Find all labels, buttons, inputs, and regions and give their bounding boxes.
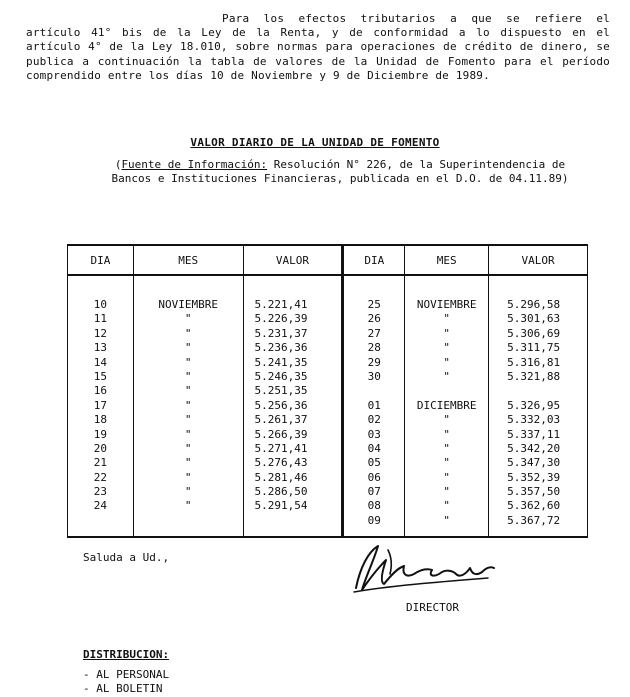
cell-dia: 16 — [93, 384, 108, 398]
cell-dia: 03 — [367, 427, 381, 441]
header-mes: MES — [405, 245, 489, 275]
cell-mes: " — [443, 499, 450, 513]
cell-mes: " — [184, 499, 192, 513]
cell-dia: 20 — [93, 441, 108, 455]
header-dia: DIA — [68, 245, 134, 275]
cell-mes: " — [184, 384, 192, 398]
cell-dia: 14 — [93, 355, 108, 369]
cell-valor: 5.266,39 — [254, 427, 308, 441]
cell-mes: " — [184, 326, 192, 340]
cell-mes: " — [443, 470, 450, 484]
left-mes-column — [133, 275, 243, 537]
cell-valor: 5.251,35 — [254, 384, 308, 398]
source-text: Resolución N° 226, de la Superintendencia de Bancos e Instituciones Financieras, publicada en el D.O. de 04.11.89) — [111, 158, 569, 185]
cell-valor — [489, 384, 587, 398]
signature-image — [348, 538, 498, 598]
distribution-list — [83, 668, 169, 696]
cell-dia: 26 — [367, 312, 381, 326]
cell-mes: " — [184, 312, 192, 326]
cell-valor: 5.256,36 — [254, 398, 308, 412]
cell-valor: 5.296,58 — [507, 298, 561, 311]
header-dia: DIA — [343, 245, 405, 275]
cell-valor: 5.286,50 — [254, 485, 308, 499]
cell-dia: 29 — [367, 355, 381, 369]
cell-mes: NOVIEMBRE — [158, 298, 218, 311]
cell-mes: " — [443, 441, 450, 455]
cell-valor: 5.342,20 — [507, 441, 561, 455]
cell-dia: 13 — [93, 341, 108, 355]
source-note: (Fuente de Información: Resolución N° 226, de la Superintendencia de Bancos e Instituciones Financieras, publicada en el D.O. de 04.11.89) — [111, 158, 569, 185]
cell-mes: " — [443, 341, 450, 355]
cell-valor: 5.301,63 — [507, 312, 561, 326]
cell-dia: 01 — [367, 398, 381, 412]
cell-dia: 21 — [93, 456, 108, 470]
intro-paragraph: Para los efectos tributarios a que se refiere el artículo 41° bis de la Ley de la Renta, y de conformidad a lo dispuesto en el artículo 4° de la Ley 18.010, sobre normas para operaciones de crédito de dinero, se publica a continuación la tabla de valores de la Unidad de Fomento para el período comprendido entre los días 10 de Noviembre y 9 de Diciembre de 1989. — [26, 12, 610, 82]
cell-valor: 5.306,69 — [507, 326, 561, 340]
cell-valor: 5.226,39 — [254, 312, 308, 326]
cell-valor: 5.236,36 — [254, 341, 308, 355]
cell-valor: 5.321,88 — [507, 369, 561, 383]
cell-dia: 11 — [93, 312, 108, 326]
distribution-title: DISTRIBUCION: — [83, 648, 170, 661]
cell-dia: 07 — [367, 485, 381, 499]
cell-mes: DICIEMBRE — [416, 398, 477, 412]
uf-values-table — [67, 244, 588, 538]
cell-mes: " — [443, 427, 450, 441]
cell-dia: 19 — [93, 427, 108, 441]
cell-dia: 28 — [367, 341, 381, 355]
table-body-row — [68, 275, 588, 537]
cell-dia: 05 — [367, 456, 381, 470]
cell-mes: " — [443, 312, 450, 326]
cell-valor: 5.261,37 — [254, 413, 308, 427]
cell-valor: 5.231,37 — [254, 326, 308, 340]
cell-mes: NOVIEMBRE — [416, 298, 477, 311]
distribution-item: - AL PERSONAL — [83, 668, 170, 681]
distribution-item: - AL BOLETIN — [83, 682, 163, 695]
cell-mes: " — [184, 341, 192, 355]
cell-dia: 22 — [93, 470, 108, 484]
closing-salutation: Saluda a Ud., — [83, 551, 170, 564]
cell-valor: 5.367,72 — [507, 513, 561, 527]
cell-valor: 5.246,35 — [254, 369, 308, 383]
cell-mes: " — [184, 369, 192, 383]
cell-dia: 17 — [93, 398, 108, 412]
cell-mes: " — [184, 355, 192, 369]
cell-valor: 5.221,41 — [254, 298, 308, 311]
cell-mes: " — [443, 413, 450, 427]
cell-mes: " — [184, 456, 192, 470]
cell-dia: 15 — [93, 369, 108, 383]
cell-mes: " — [184, 470, 192, 484]
cell-dia: 23 — [93, 485, 108, 499]
cell-valor: 5.332,03 — [507, 413, 561, 427]
cell-dia: 27 — [367, 326, 381, 340]
cell-mes: " — [443, 456, 450, 470]
left-dia-column — [68, 275, 134, 537]
cell-mes: " — [443, 369, 450, 383]
cell-dia: 25 — [367, 298, 381, 311]
cell-dia: 30 — [367, 369, 381, 383]
cell-mes: " — [443, 485, 450, 499]
cell-valor: 5.241,35 — [254, 355, 308, 369]
source-label: Fuente de Información: — [121, 158, 268, 171]
right-mes-column — [405, 275, 489, 537]
cell-valor: 5.347,30 — [507, 456, 561, 470]
header-valor: VALOR — [243, 245, 343, 275]
cell-mes — [405, 384, 488, 398]
cell-valor: 5.357,50 — [507, 485, 561, 499]
right-dia-column — [343, 275, 405, 537]
cell-mes: " — [184, 413, 192, 427]
cell-valor: 5.362,60 — [507, 499, 561, 513]
cell-mes: " — [443, 326, 450, 340]
cell-mes: " — [184, 427, 192, 441]
cell-dia: 24 — [93, 499, 108, 513]
cell-mes: " — [184, 441, 192, 455]
header-mes: MES — [133, 245, 243, 275]
cell-dia: 18 — [93, 413, 108, 427]
cell-dia: 12 — [93, 326, 108, 340]
left-valor-column — [243, 275, 343, 537]
cell-mes: " — [443, 355, 450, 369]
cell-valor: 5.281,46 — [254, 470, 308, 484]
cell-valor: 5.337,11 — [507, 427, 561, 441]
cell-valor: 5.271,41 — [254, 441, 308, 455]
header-valor: VALOR — [489, 245, 588, 275]
cell-valor: 5.352,39 — [507, 470, 561, 484]
cell-mes: " — [184, 398, 192, 412]
table-header-row — [68, 245, 588, 275]
right-valor-column — [489, 275, 588, 537]
table-heading: VALOR DIARIO DE LA UNIDAD DE FOMENTO — [190, 136, 440, 149]
cell-valor: 5.276,43 — [254, 456, 308, 470]
cell-dia: 04 — [367, 441, 381, 455]
cell-dia: 08 — [367, 499, 381, 513]
cell-valor: 5.311,75 — [507, 341, 561, 355]
signer-title: DIRECTOR — [406, 601, 459, 614]
cell-mes: " — [184, 485, 192, 499]
cell-valor: 5.291,54 — [254, 499, 308, 513]
cell-dia — [344, 384, 404, 398]
cell-dia: 02 — [367, 413, 381, 427]
cell-mes: " — [443, 513, 450, 527]
cell-dia: 09 — [367, 513, 381, 527]
cell-valor: 5.316,81 — [507, 355, 561, 369]
cell-valor: 5.326,95 — [507, 398, 561, 412]
cell-dia: 06 — [367, 470, 381, 484]
cell-dia: 10 — [93, 298, 108, 311]
